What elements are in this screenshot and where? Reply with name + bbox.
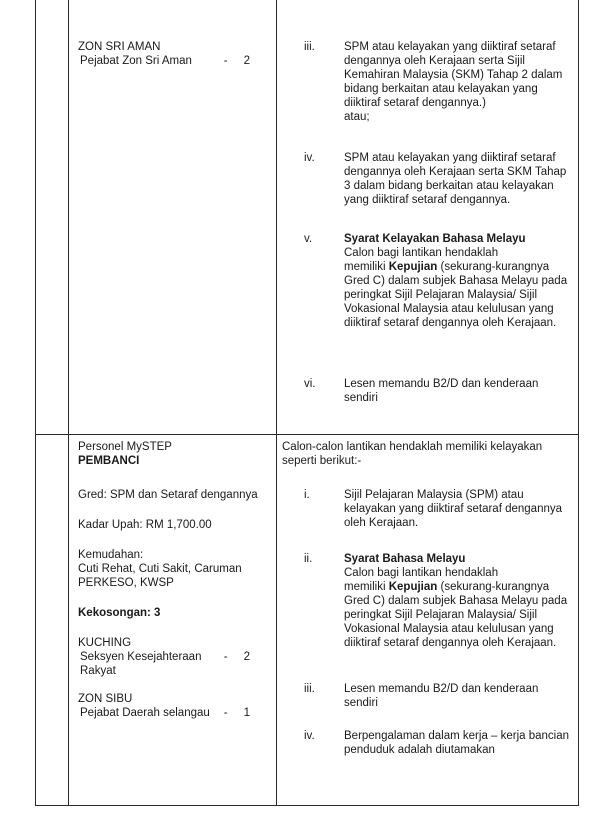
list-item-line: diiktiraf setaraf dengannya oleh Kerajaan.	[344, 317, 557, 329]
text-fragment: memiliki	[344, 261, 389, 273]
top-left-cell	[78, 40, 268, 68]
list-item	[344, 552, 576, 650]
vacancy-text: Kekosongan: 3	[78, 607, 161, 619]
office-dash: -	[223, 707, 228, 719]
text-fragment: memiliki	[344, 581, 389, 593]
bold-text: Kepujian	[388, 261, 438, 273]
list-item	[344, 232, 574, 330]
office-dash: -	[223, 55, 228, 67]
table-border-right	[578, 0, 579, 806]
list-item-line	[344, 580, 576, 594]
office-count-wrap	[224, 650, 250, 664]
requirements-intro	[282, 440, 574, 468]
office-count-wrap	[224, 54, 250, 68]
place-label: KUCHING	[78, 637, 132, 649]
list-item-line: kelayakan yang diiktiraf setaraf dengannya	[344, 503, 563, 515]
office-name-cont: Rakyat	[80, 665, 116, 677]
office-name: Pejabat Daerah selangau	[80, 707, 210, 719]
list-item-line: Lesen memandu B2/D dan kenderaan	[344, 378, 539, 390]
list-item-line: Gred C) dalam subjek Bahasa Melayu pada	[344, 275, 568, 287]
list-item-line: penduduk adalah diutamakan	[344, 744, 495, 756]
list-item-heading: Syarat Bahasa Melayu	[344, 553, 466, 565]
office-count-wrap	[224, 706, 250, 720]
zone-label: ZON SRI AMAN	[78, 41, 161, 53]
grade-text: Gred: SPM dan Setaraf dengannya	[78, 489, 258, 501]
list-item-line: Vokasional Malaysia atau kelulusan yang	[344, 303, 554, 315]
wage-text: Kadar Upah: RM 1,700.00	[78, 519, 212, 531]
office-dash: -	[223, 651, 228, 663]
list-item-number: vi.	[304, 378, 316, 390]
intro-line: seperti berikut:-	[282, 455, 362, 467]
position-title: PEMBANCI	[78, 455, 140, 467]
list-item-line: sendiri	[344, 697, 378, 709]
table-column-divider-1	[68, 0, 69, 806]
list-item-number: iii.	[304, 683, 315, 695]
list-item-line: 3 dalam bidang berkaitan atau kelayakan	[344, 180, 554, 192]
bottom-left-cell	[78, 440, 273, 720]
office-count: 1	[243, 707, 250, 719]
list-item-number: iii.	[304, 41, 315, 53]
table-border-bottom	[35, 805, 579, 806]
office-count: 2	[243, 55, 250, 67]
office-row	[80, 54, 250, 68]
list-item	[344, 151, 574, 207]
text-fragment: (sekurang-kurangnya	[437, 261, 550, 273]
list-item-line: Sijil Pelajaran Malaysia (SPM) atau	[344, 489, 524, 501]
list-item-number: i.	[304, 489, 310, 501]
list-item-line: Calon bagi lantikan hendaklah	[344, 247, 499, 259]
list-item-line: diiktiraf setaraf dengannya oleh Kerajaan.	[344, 637, 557, 649]
list-item-line: SPM atau kelayakan yang diiktiraf setaraf	[344, 152, 556, 164]
office-row	[80, 650, 250, 664]
list-item-line	[344, 260, 574, 274]
list-item-line: atau;	[344, 111, 370, 123]
office-name: Seksyen Kesejahteraan	[80, 651, 202, 663]
benefits-label: Kemudahan:	[78, 549, 144, 561]
list-item-line: sendiri	[344, 392, 378, 404]
place-label: ZON SIBU	[78, 693, 133, 705]
list-item-number: iv.	[304, 730, 315, 742]
list-item-line: Berpengalaman dalam kerja – kerja bancian	[344, 730, 570, 742]
benefits-line: Cuti Rehat, Cuti Sakit, Caruman	[78, 563, 242, 575]
office-row	[80, 706, 250, 720]
intro-line: Calon-calon lantikan hendaklah memiliki kelayakan	[282, 441, 543, 453]
office-count: 2	[243, 651, 250, 663]
list-item	[344, 682, 576, 710]
list-item-line: dengannya oleh Kerajaan serta Sijil	[344, 55, 525, 67]
list-item-line: Kemahiran Malaysia (SKM) Tahap 2 dalam	[344, 69, 563, 81]
list-item	[344, 40, 574, 124]
list-item	[344, 488, 576, 530]
list-item-line: oleh Kerajaan.	[344, 517, 419, 529]
list-item-line: Calon bagi lantikan hendaklah	[344, 567, 499, 579]
bold-text: Kepujian	[388, 581, 438, 593]
list-item-number: ii.	[304, 553, 313, 565]
list-item-line: diiktiraf setaraf dengannya.)	[344, 97, 486, 109]
list-item	[344, 377, 574, 405]
list-item-line: Lesen memandu B2/D dan kenderaan	[344, 683, 539, 695]
list-item-line: peringkat Sijil Pelajaran Malaysia/ Sijil	[344, 609, 538, 621]
table-border-left	[35, 0, 36, 806]
table-column-divider-2	[276, 0, 277, 806]
list-item-line: bidang berkaitan atau kelayakan yang	[344, 83, 538, 95]
list-item-number: v.	[304, 233, 313, 245]
list-item-line: peringkat Sijil Pelajaran Malaysia/ Sijil	[344, 289, 538, 301]
table-row-divider	[35, 434, 579, 435]
benefits-line: PERKESO, KWSP	[78, 577, 174, 589]
list-item-line: yang diiktiraf setaraf dengannya.	[344, 194, 511, 206]
list-item	[344, 729, 576, 757]
org-name: Personel MySTEP	[78, 441, 172, 453]
list-item-line: SPM atau kelayakan yang diiktiraf setaraf	[344, 41, 556, 53]
list-item-line: dengannya oleh Kerajaan serta SKM Tahap	[344, 166, 567, 178]
office-name: Pejabat Zon Sri Aman	[80, 55, 192, 67]
list-item-number: iv.	[304, 152, 315, 164]
list-item-line: Gred C) dalam subjek Bahasa Melayu pada	[344, 595, 568, 607]
list-item-heading: Syarat Kelayakan Bahasa Melayu	[344, 233, 526, 245]
text-fragment: (sekurang-kurangnya	[437, 581, 550, 593]
list-item-line: Vokasional Malaysia atau kelulusan yang	[344, 623, 554, 635]
